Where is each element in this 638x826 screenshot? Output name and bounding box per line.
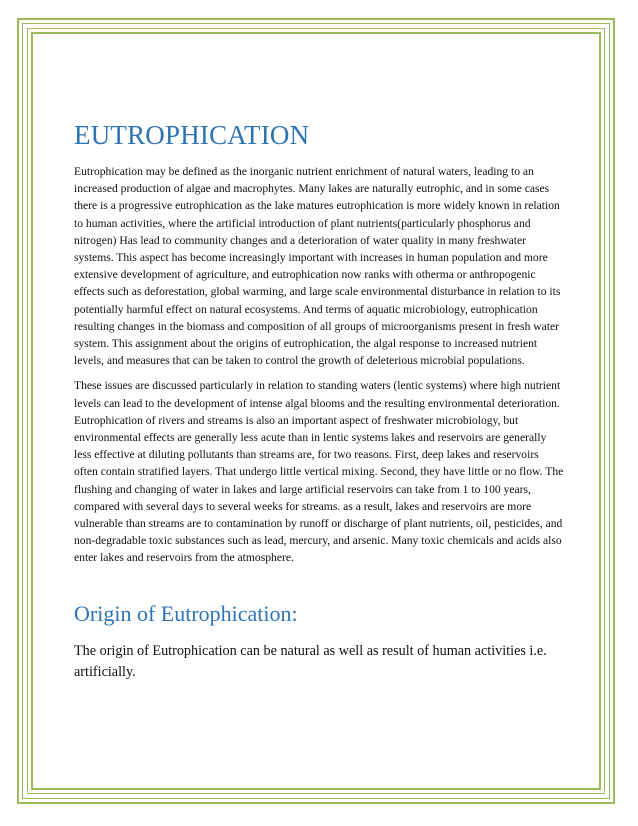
paragraph-1: Eutrophication may be defined as the inorganic nutrient enrichment of natural waters, leading to an increased production of algae and macrophytes. Many lakes are naturally eutrophic, and in some cases there is a progressive eutrophication as the lake matures eutrophication is more widely known in relation to human activities, where the artificial introduction of plant nutrients(particularly phosphorus and nitrogen) Has lead to community changes and a deterioration of water quality in many freshwater systems. This aspect has become increasingly important with increases in human population and more extensive development of agriculture, and eutrophication now ranks with otherma or anthropogenic effects such as deforestation, global warming, and large scale environmental disturbance in relation to its potentially harmful effect on natural ecosystems. And terms of aquatic microbiology, eutrophication resulting changes in the biomass and composition of all groups of microorganisms present in fresh water system. This assignment about the origins of eutrophication, the algal response to increased nutrient levels, and measures that can be taken to control the growth of deleterious microbial populations. [74, 165, 561, 368]
paragraph-2: These issues are discussed particularly in relation to standing waters (lentic systems) where high nutrient levels can lead to the development of intense algal blooms and the resulting environmental deterioration. Eutrophication of rivers and streams is also an important aspect of freshwater microbiology, but environmental effects are generally less acute than in lentic systems lakes and reservoirs are generally less effective at diluting pollutants than streams are, for two reasons. First, deep lakes and reservoirs often contain stratified layers. That undergo little vertical mixing. Second, they have little or no flow. The flushing and changing of water in lakes and large artificial reservoirs can take from 1 to 100 years, compared with several days to several weeks for streams. as a result, lakes and reservoirs are more vulnerable than streams are to contamination by runoff or discharge of plant nutrients, oil, pesticides, and non-degradable toxic substances such as lead, mercury, and arsenic. Many toxic chemicals and acids also enter lakes and reservoirs from the atmosphere. [74, 379, 564, 565]
section-text: The origin of Eutrophication can be natural as well as result of human activities i.e. artificially. [74, 642, 547, 680]
document-body [74, 120, 564, 683]
page-title: EUTROPHICATION [74, 120, 310, 150]
section-heading: Origin of Eutrophication: [74, 600, 298, 626]
